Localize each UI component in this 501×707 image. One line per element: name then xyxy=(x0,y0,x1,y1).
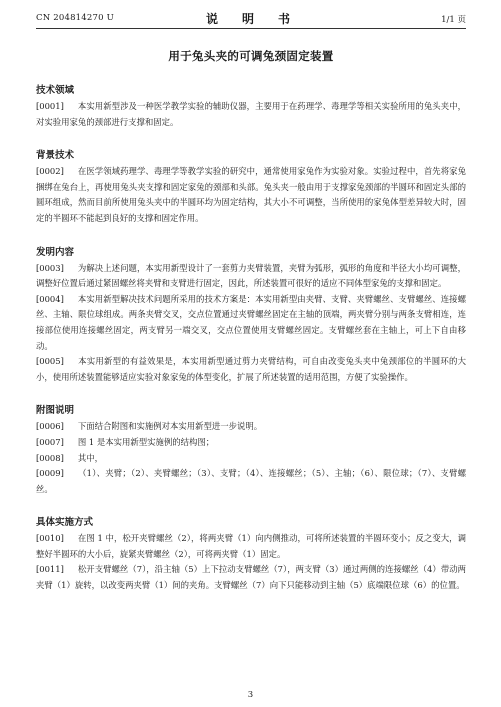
paragraph xyxy=(36,562,466,593)
paragraph-number: [0011] xyxy=(36,564,64,575)
paragraph-text: 下面结合附图和实施例对本实用新型进一步说明。 xyxy=(77,421,263,432)
paragraph xyxy=(36,354,466,385)
paragraph-text: 图 1 是本实用新型实施例的结构图； xyxy=(77,436,215,447)
section-heading: 发明内容 xyxy=(36,246,75,258)
page-header xyxy=(36,10,466,28)
paragraph-text: 本实用新型涉及一种医学教学实验的辅助仪器，主要用于在药理学、毒理学等相关实验所用的兔头夹中，对实验用家兔的颈部进行支撑和固定。 xyxy=(36,101,466,127)
document-title: 用于兔头夹的可调兔颈固定装置 xyxy=(168,49,334,63)
paragraph xyxy=(36,292,466,354)
section-heading: 背景技术 xyxy=(36,150,75,162)
document-type: 说 明 书 xyxy=(205,12,296,26)
paragraph-text: 为解决上述问题，本实用新型设计了一套剪力夹臂装置，夹臂为弧形，弧形的角度和半径大小均可调整，调整好位置后通过紧固螺丝将夹臂和支臂进行固定，因此，所述装置可很好的适应不同体型家兔的支撑和固定。 xyxy=(36,262,466,289)
paragraph xyxy=(36,531,466,562)
paragraph xyxy=(36,466,466,497)
paragraph-number: [0007] xyxy=(36,436,64,447)
paragraph xyxy=(36,435,466,451)
page-info: 1/1 页 xyxy=(441,15,466,25)
page-number: 3 xyxy=(247,690,254,700)
paragraph-text: 本实用新型解决技术问题所采用的技术方案是：本实用新型由夹臂、支臂、夹臂螺丝、支臂螺丝、连接螺丝、主轴、限位球组成。两条夹臂交叉，交点位置通过夹臂螺丝固定在主轴的顶端，两夹臂分别与两条支臂相连，连接部位使用连接螺丝固定，两支臂另一端交叉，交点位置使用支臂螺丝固定。支臂螺丝套在主轴上，可上下自由移动。 xyxy=(36,293,466,351)
section-heading: 附图说明 xyxy=(36,405,75,417)
paragraph-number: [0009] xyxy=(36,468,64,479)
paragraph-text: 本实用新型的有益效果是，本实用新型通过剪力夹臂结构，可自由改变兔头夹中兔颈部位的半圆环的大小，使用所述装置能够适应实验对象家兔的体型变化，扩展了所述装置的适用范围，方便了实验操作。 xyxy=(36,356,466,382)
paragraph-number: [0004] xyxy=(36,293,64,304)
paragraph-number: [0006] xyxy=(36,421,64,432)
section-heading: 技术领域 xyxy=(36,85,75,96)
document-number: CN 204814270 U xyxy=(36,13,114,23)
paragraph-number: [0002] xyxy=(36,166,64,177)
paragraph-text: 其中， xyxy=(77,452,103,463)
paragraph-text: 在医学领域药理学、毒理学等教学实验的研究中，通常使用家兔作为实验对象。实验过程中，首先将家兔捆绑在兔台上，再使用兔头夹支撑和固定家兔的颈部和头部。兔头夹一般由用于支撑家兔颈部的半圆环和固定头部的圆环组成，然而目前所使用兔头夹中的半圆环均为固定结构，其大小不可调整，当所使用的家兔体型差异较大时，固定的半圆环不能起到良好的支撑和固定作用。 xyxy=(36,166,466,223)
paragraph-text: （1）、夹臂；（2）、夹臂螺丝；（3）、支臂；（4）、连接螺丝；（5）、主轴；（6）、限位球；（7）、支臂螺丝。 xyxy=(36,468,466,494)
paragraph xyxy=(36,419,466,435)
paragraph xyxy=(36,261,466,292)
paragraph-text: 在图 1 中，松开夹臂螺丝（2），将两夹臂（1）向内侧推动，可将所述装置的半圆环变小；反之变大，调整好半圆环的大小后，旋紧夹臂螺丝（2），可将两夹臂（1）固定。 xyxy=(36,533,466,559)
paragraph-number: [0010] xyxy=(36,533,64,544)
paragraph-number: [0001] xyxy=(36,101,64,111)
paragraph-number: [0003] xyxy=(36,262,64,273)
paragraph-number: [0005] xyxy=(36,356,64,367)
document-body xyxy=(36,83,466,594)
paragraph-text: 松开支臂螺丝（7），沿主轴（5）上下拉动支臂螺丝（7），两支臂（3）通过两侧的连接螺丝（4）带动两夹臂（1）旋转，以改变两夹臂（1）间的夹角。支臂螺丝（7）向下只能移动到主轴（5）底端限位球（6）的位置。 xyxy=(36,564,466,591)
paragraph xyxy=(36,99,466,130)
paragraph xyxy=(36,164,466,226)
paragraph-number: [0008] xyxy=(36,452,64,463)
paragraph xyxy=(36,451,466,467)
section-heading: 具体实施方式 xyxy=(36,517,94,529)
header-divider xyxy=(36,28,466,29)
